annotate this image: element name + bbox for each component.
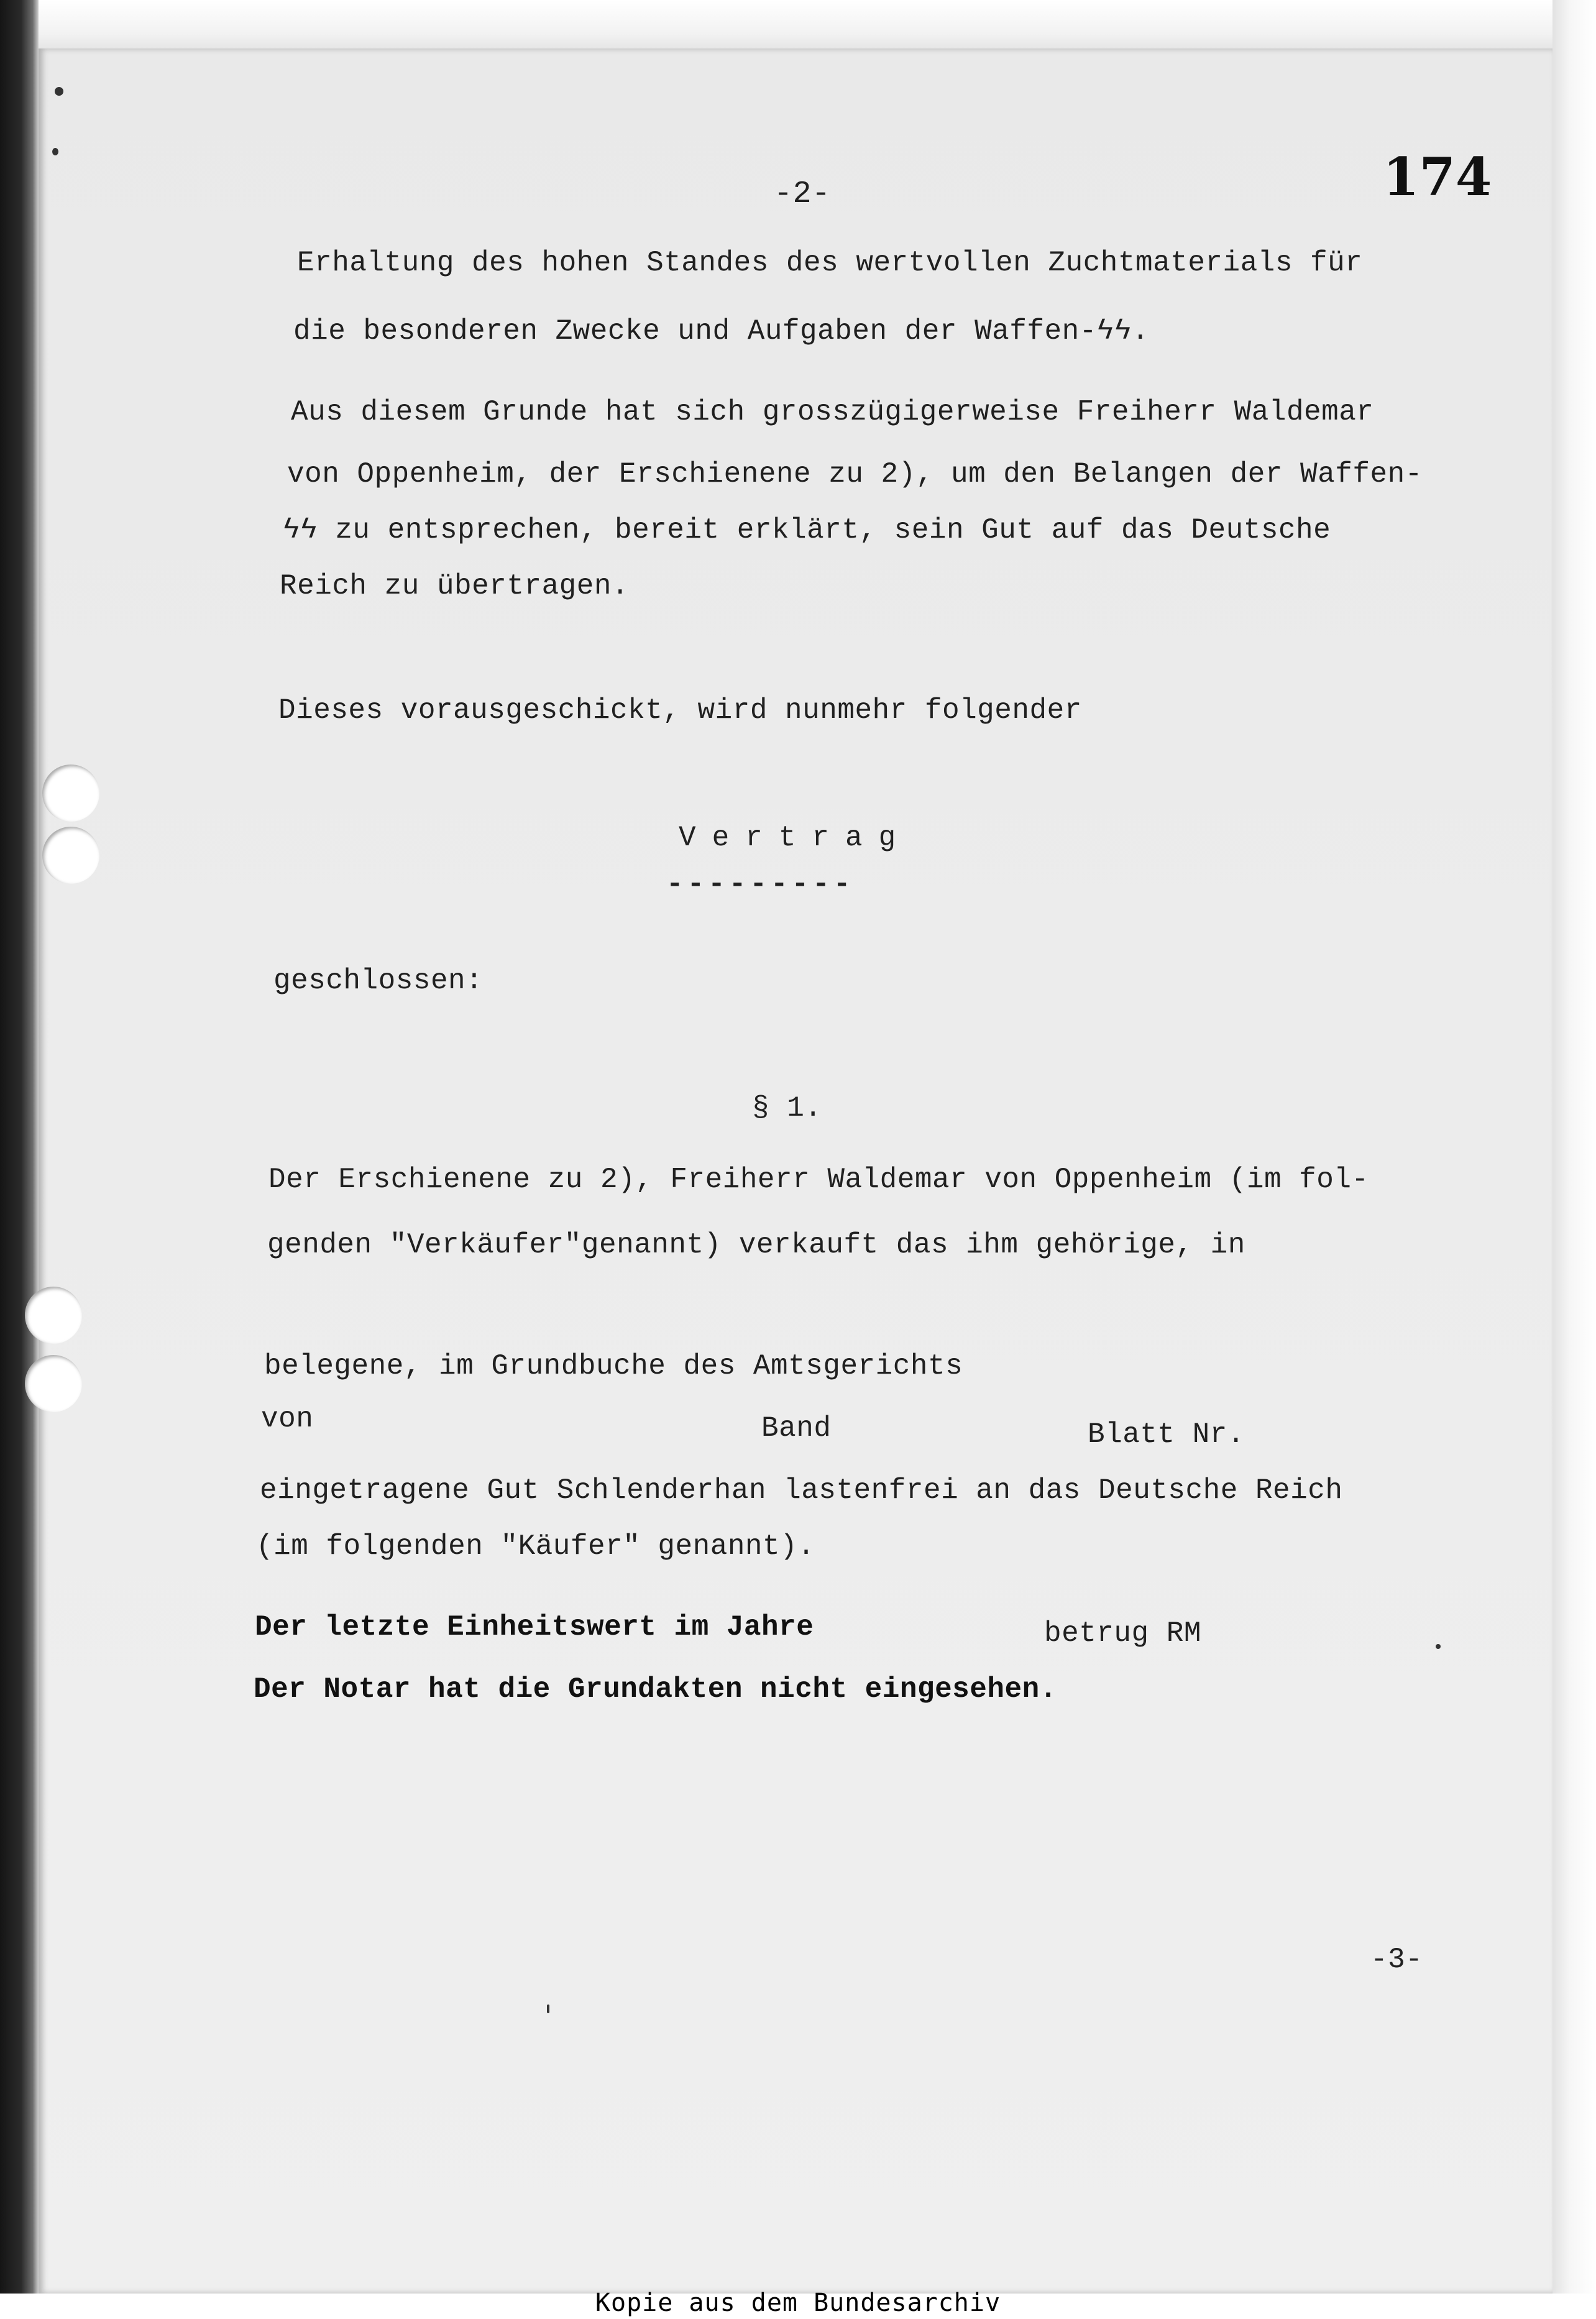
scan-border-right: [1552, 0, 1596, 2294]
punch-hole: [42, 827, 99, 884]
register-blatt: Blatt Nr.: [1088, 1418, 1245, 1451]
contract-heading-underline: ---------: [666, 868, 855, 901]
body-line: belegene, im Grundbuche des Amtsgerichts: [264, 1350, 963, 1382]
punch-hole: [25, 1355, 82, 1412]
body-line: ϟϟ zu entsprechen, bereit erklärt, sein Gut auf das Deutsche: [283, 514, 1331, 546]
scan-speck: [547, 2004, 549, 2013]
body-line: (im folgenden "Käufer" genannt).: [256, 1530, 815, 1563]
register-von: von: [261, 1403, 314, 1435]
body-line: geschlossen:: [273, 965, 484, 997]
scan-speck: [52, 148, 58, 155]
body-line: die besonderen Zwecke und Aufgaben der Waffen-ϟϟ.: [293, 315, 1150, 347]
contract-heading: Vertrag: [679, 822, 912, 854]
scan-speck: [1436, 1644, 1441, 1649]
body-line: von Oppenheim, der Erschienene zu 2), um den Belangen der Waffen-: [287, 458, 1423, 490]
scan-speck: [55, 87, 63, 96]
body-line: genden "Verkäufer"genannt) verkauft das ihm gehörige, in: [267, 1229, 1245, 1261]
scan-border-top: [39, 0, 1555, 48]
page-stamp-number: 174: [1383, 146, 1492, 208]
next-page-number: -3-: [1370, 1944, 1423, 1976]
body-line: Dieses vorausgeschickt, wird nunmehr folgender: [278, 694, 1082, 727]
archive-footer: Kopie aus dem Bundesarchiv: [595, 2289, 1001, 2317]
valuation-line: Der letzte Einheitswert im Jahre: [255, 1611, 814, 1643]
body-line: Reich zu übertragen.: [280, 570, 630, 602]
scan-border-left: [0, 0, 39, 2294]
body-line: eingetragene Gut Schlenderhan lastenfrei an das Deutsche Reich: [260, 1474, 1343, 1507]
body-line: Der Erschienene zu 2), Freiherr Waldemar von Oppenheim (im fol-: [268, 1164, 1369, 1196]
register-band: Band: [761, 1412, 832, 1444]
page-header-number: -2-: [774, 177, 831, 212]
body-line: Erhaltung des hohen Standes des wertvollen Zuchtmaterials für: [297, 247, 1363, 279]
body-line: Aus diesem Grunde hat sich grosszügigerweise Freiherr Waldemar: [291, 396, 1374, 428]
punch-hole: [42, 765, 99, 822]
punch-hole: [25, 1287, 82, 1344]
valuation-amount: betrug RM: [1044, 1617, 1201, 1650]
section-heading: § 1.: [752, 1092, 822, 1124]
notary-line: Der Notar hat die Grundakten nicht eingesehen.: [254, 1673, 1057, 1706]
